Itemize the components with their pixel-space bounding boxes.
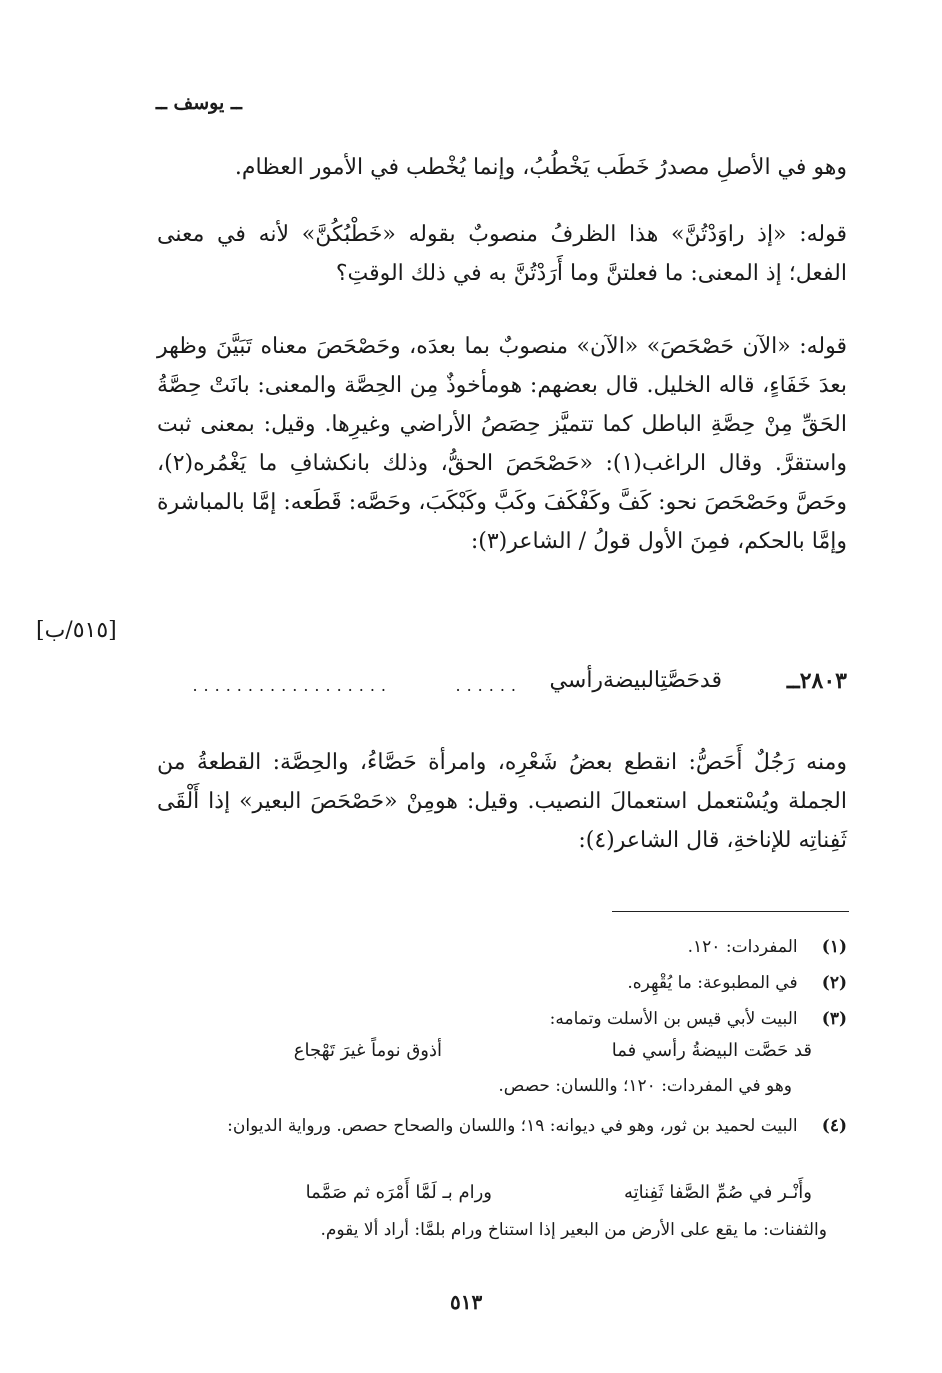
verse-number: ٢٨٠٣ــ	[786, 668, 847, 694]
footnote-1	[157, 932, 847, 962]
paragraph-3: قوله: «الآن حَصْحَصَ» «الآن» منصوبٌ بما بعدَه، وحَصْحَصَ معناه تَبَيَّنَ وظهر بعدَ خَفَاءٍ، قاله الخليل. قال بعضهم: هومأخوذٌ مِن الحِصَّة والمعنى: بانَتْ حِصَّةُ الحَقِّ مِنْ حِصَّةِ الباطل كما تتميَّز حِصَصُ الأراضي وغيرِها. وقيل: بمعنى ثبت واستقرَّ. وقال الراغب(١): «حَصْحَصَ الحقُّ، وذلك بانكشافِ ما يَغْمُره(٢)، وحَصَّ وحَصْحَصَ نحو: كَفَّ وكَفْكَفَ وكَبَّ وكَبْكَبَ، وحَصَّه: قَطَعه: إمَّا بالمباشرة وإمَّا بالحكم، فمِنَ الأول قولُ / الشاعر(٣):	[157, 334, 847, 554]
footnote-3-source: وهو في المفردات: ١٢٠؛ واللسان: حصص.	[498, 1076, 792, 1096]
footnote-3	[157, 1004, 847, 1034]
footnote-number: (٣)	[821, 1009, 847, 1029]
verse-dots-long: ..................	[192, 676, 392, 695]
paragraph-4: ومنه رَجُلٌ أَحَصُّ: انقطع بعضُ شَعْرِه، وامرأة حَصَّاءُ، والحِصَّة: القطعةُ من الجملة ويُسْتعمل استعمالَ النصيب. وقيل: هومِنْ «حَصْحَصَ البعير» إذا أَلْقَى ثَفِناتِه للإناخةِ، قال الشاعر(٤):	[157, 750, 847, 853]
verse-2803	[157, 668, 847, 708]
verse-hemistich-2: أذوق نوماً غيرَ تَهْجاع	[293, 1040, 442, 1061]
verse-hemistich-1: وأَنْـر في صُمِّ الصَّفا ثَفِناتِه	[623, 1182, 812, 1203]
footnote-separator	[612, 911, 849, 912]
verse-dots-short: ......	[455, 676, 522, 695]
verse-text: قدحَصَّتِالبيضةرأسي	[549, 668, 722, 693]
footnote-number: (١)	[821, 937, 847, 957]
footnote-text: البيت لحميد بن ثور، وهو في ديوانه: ١٩؛ واللسان والصحاح حصص. ورواية الديوان:	[227, 1116, 798, 1136]
footnote-4-gloss: والثفنات: ما يقع على الأرض من البعير إذا استناخ ورام بلمَّا: أراد ألا يقوم.	[320, 1220, 827, 1240]
footnote-text: البيت لأبي قيس بن الأسلت وتمامه:	[549, 1009, 798, 1029]
verse-hemistich-2: ورام بـ لَمَّا أَمْرَه ثم صَمَّما	[305, 1182, 492, 1203]
manuscript-folio-note: [٥١٥/ب]	[36, 618, 117, 643]
footnote-text: في المطبوعة: ما يُقْهِره.	[627, 973, 798, 993]
footnote-2	[157, 968, 847, 998]
page-number: ٥١٣	[450, 1290, 483, 1314]
footnote-number: (٢)	[821, 973, 847, 993]
footnote-4	[157, 1111, 847, 1141]
footnote-text: المفردات: ١٢٠.	[687, 937, 798, 957]
page-header-title: ــ يوسف ــ	[155, 92, 242, 114]
verse-hemistich-1: قد حَصَّت البيضةُ رأسي فما	[611, 1040, 812, 1061]
paragraph-1: وهو في الأصلِ مصدرُ خَطَب يَخْطُبُ، وإنما يُخْطب في الأمور العظام.	[234, 155, 847, 180]
footnote-number: (٤)	[821, 1116, 847, 1136]
paragraph-2: قوله: «إذ راوَدْتُنَّ» هذا الظرفُ منصوبٌ بقوله «خَطْبُكُنَّ» لأنه في معنى الفعل؛ إذ المعنى: ما فعلتنَّ وما أَرَدْتُنَّ به في ذلك الوقتِ؟	[157, 222, 847, 286]
